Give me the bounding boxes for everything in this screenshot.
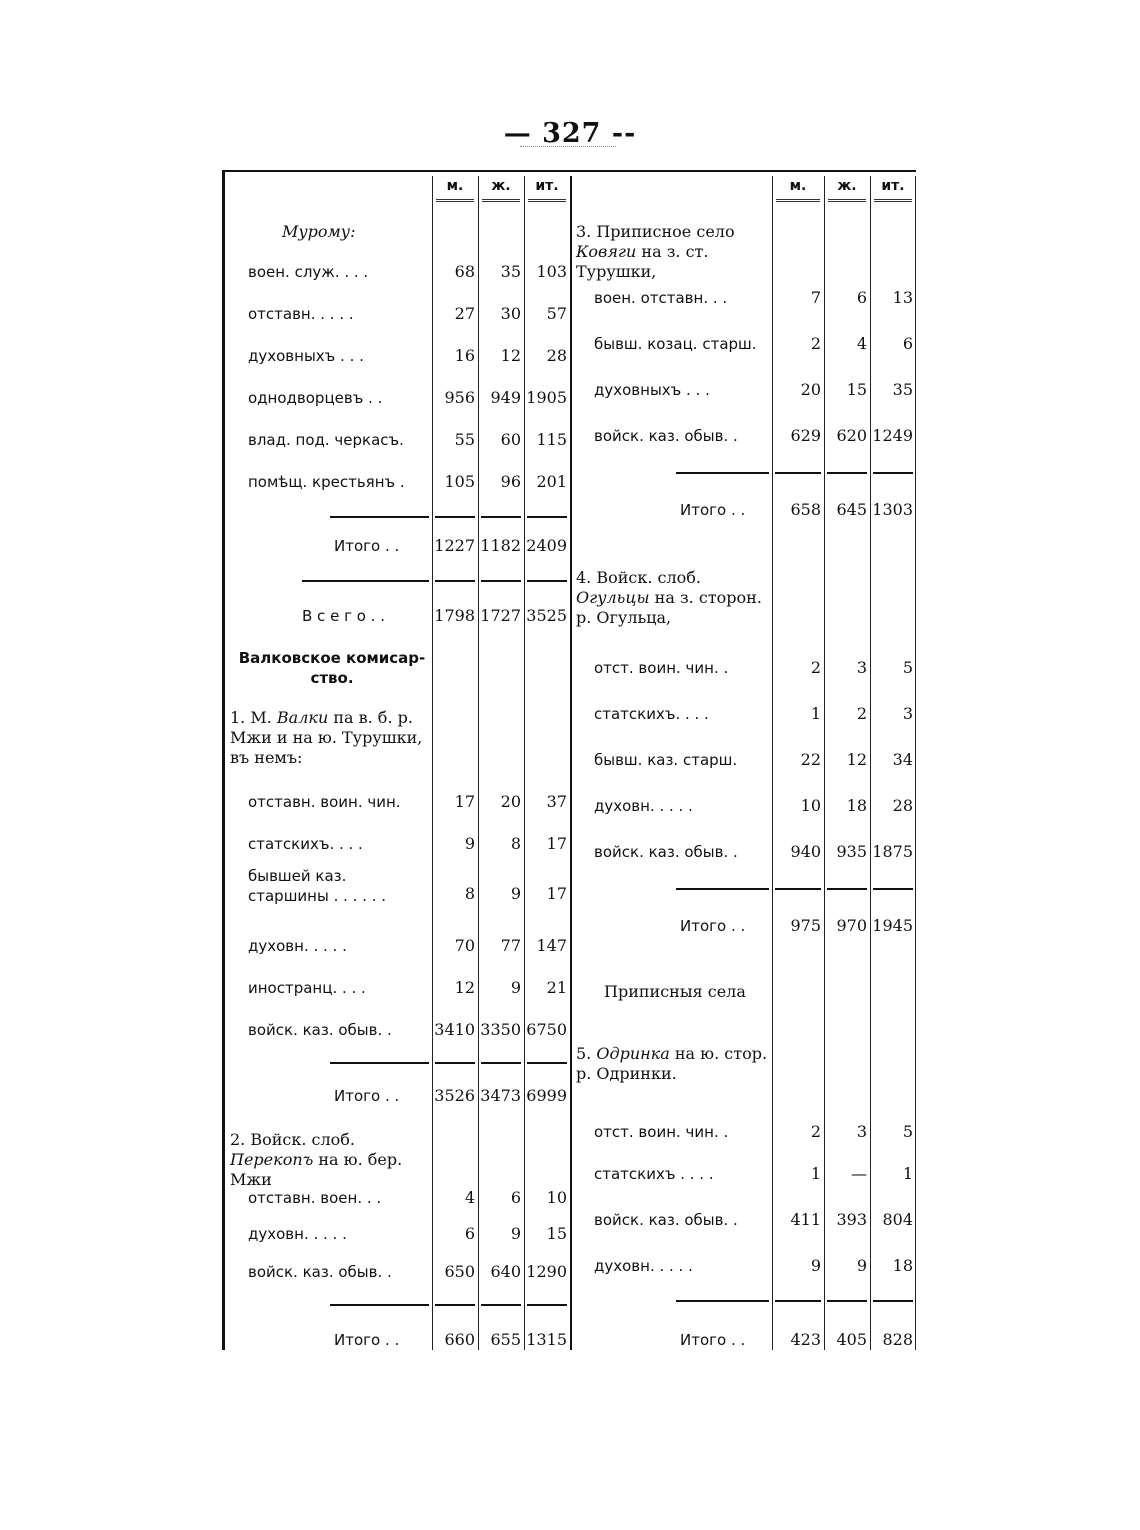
total-value-it: 1315 <box>526 1330 567 1349</box>
row-value-it: 103 <box>536 262 567 281</box>
sum-rule <box>481 1062 521 1064</box>
column-header-left-it: ит. <box>535 178 559 194</box>
row-value-it: 5 <box>902 658 913 677</box>
settlement-title: 3. Приписное село Ковяги на з. ст. Турушки, <box>576 222 735 281</box>
row-value-zh: 3 <box>856 1122 867 1141</box>
row-label: влад. под. черкасъ. <box>248 431 404 449</box>
row-value-m: 16 <box>454 346 475 365</box>
row-value-it: 201 <box>536 472 567 491</box>
row-value-m: 956 <box>444 388 475 407</box>
row-value-m: 940 <box>790 842 821 861</box>
row-value-zh: 9 <box>510 978 521 997</box>
row-value-it: 18 <box>892 1256 913 1275</box>
total-value-m: 975 <box>790 916 821 935</box>
row-label: отст. воин. чин. . <box>594 1123 729 1141</box>
row-label: помѣщ. крестьянъ . <box>248 473 405 491</box>
sum-rule <box>481 1304 521 1306</box>
row-value-zh: 20 <box>500 792 521 811</box>
total-label: Итого . . <box>680 1331 746 1349</box>
row-label: отставн. воен. . . <box>248 1189 382 1207</box>
row-value-zh: 12 <box>846 750 867 769</box>
column-header-rule <box>482 199 520 202</box>
column-header-right-it: ит. <box>881 178 905 194</box>
sum-rule <box>827 1300 867 1302</box>
subheading-pripisnye-sela: Приписныя села <box>604 982 746 1001</box>
sum-rule <box>676 888 769 890</box>
total-value-zh: 645 <box>836 500 867 519</box>
total-label: Итого . . <box>680 501 746 519</box>
row-value-zh: 77 <box>500 936 521 955</box>
row-value-it: 13 <box>892 288 913 307</box>
sum-rule <box>527 580 567 582</box>
row-label: статскихъ. . . . <box>248 835 363 853</box>
row-label: бывш. козац. старш. <box>594 335 757 353</box>
row-value-it: 28 <box>546 346 567 365</box>
column-header-right-m: м. <box>789 178 807 194</box>
sum-rule <box>676 1300 769 1302</box>
row-value-m: 3410 <box>434 1020 475 1039</box>
row-value-m: 12 <box>454 978 475 997</box>
row-label: духовныхъ . . . <box>248 347 364 365</box>
settlement-title: 4. Войск. слоб. Огульцы на з. сторон. р. Огульца, <box>576 568 762 627</box>
row-value-it: 28 <box>892 796 913 815</box>
row-value-it: 35 <box>892 380 913 399</box>
column-header-left-zh: ж. <box>491 178 511 194</box>
col-separator-right-edge <box>915 176 916 1350</box>
table-left-border <box>222 170 225 1350</box>
row-value-it: 1905 <box>526 388 567 407</box>
sum-rule <box>775 1300 821 1302</box>
total-value-m: 1798 <box>434 606 475 625</box>
row-value-zh: 9 <box>510 1224 521 1243</box>
row-label: войск. каз. обыв. . <box>248 1263 392 1281</box>
row-label: духовн. . . . . <box>594 1257 693 1275</box>
row-value-zh: 18 <box>846 796 867 815</box>
row-value-it: 57 <box>546 304 567 323</box>
row-value-it: 17 <box>546 884 567 903</box>
row-value-m: 22 <box>800 750 821 769</box>
row-value-it: 15 <box>546 1224 567 1243</box>
column-header-rule <box>776 199 820 202</box>
row-value-m: 7 <box>810 288 821 307</box>
sum-rule <box>330 1062 429 1064</box>
row-value-zh: 30 <box>500 304 521 323</box>
row-label: войск. каз. обыв. . <box>248 1021 392 1039</box>
row-value-it: 3 <box>902 704 913 723</box>
row-value-m: 8 <box>464 884 475 903</box>
section-heading-muromu: Мурому: <box>282 222 356 241</box>
page-number-underline <box>520 146 616 147</box>
row-value-zh: 4 <box>856 334 867 353</box>
row-label: духовн. . . . . <box>248 1225 347 1243</box>
column-header-rule <box>874 199 912 202</box>
total-label: Итого . . <box>680 917 746 935</box>
table-top-border <box>222 170 916 172</box>
row-label: духовныхъ . . . <box>594 381 710 399</box>
total-value-it: 2409 <box>526 536 567 555</box>
sum-rule <box>873 888 913 890</box>
sum-rule <box>775 888 821 890</box>
sum-rule <box>330 1304 429 1306</box>
row-label: отставн. . . . . <box>248 305 354 323</box>
total-value-m: 658 <box>790 500 821 519</box>
row-value-zh: 620 <box>836 426 867 445</box>
total-value-zh: 1727 <box>480 606 521 625</box>
total-value-it: 1303 <box>872 500 913 519</box>
section-title-valkovskoe: Валковское комисар- ство. <box>238 649 426 687</box>
row-value-zh: 935 <box>836 842 867 861</box>
row-label: отст. воин. чин. . <box>594 659 729 677</box>
row-value-m: 411 <box>790 1210 821 1229</box>
total-label: Итого . . <box>334 537 400 555</box>
row-label: отставн. воин. чин. <box>248 793 401 811</box>
row-label: воен. отставн. . . <box>594 289 728 307</box>
row-label: иностранц. . . . <box>248 979 366 997</box>
page-number: — 327 -- <box>503 118 637 149</box>
row-value-zh: 96 <box>500 472 521 491</box>
total-value-m: 660 <box>444 1330 475 1349</box>
column-header-rule <box>528 199 566 202</box>
row-label: однодворцевъ . . <box>248 389 383 407</box>
row-value-it: 10 <box>546 1188 567 1207</box>
column-header-left-m: м. <box>446 178 464 194</box>
column-header-rule <box>436 199 474 202</box>
row-value-zh: 949 <box>490 388 521 407</box>
total-value-zh: 655 <box>490 1330 521 1349</box>
row-value-m: 17 <box>454 792 475 811</box>
row-value-it: 115 <box>536 430 567 449</box>
sum-rule <box>435 580 475 582</box>
sum-rule <box>330 516 429 518</box>
sum-rule <box>481 580 521 582</box>
sum-rule <box>873 472 913 474</box>
column-header-right-zh: ж. <box>837 178 857 194</box>
total-value-zh: 970 <box>836 916 867 935</box>
settlement-title: 5. Одринка на ю. стор. р. Одринки. <box>576 1044 768 1083</box>
sum-rule <box>827 472 867 474</box>
sum-rule <box>302 580 429 582</box>
col-separator-mid <box>570 176 572 1350</box>
sum-rule <box>435 1062 475 1064</box>
row-value-zh: 9 <box>510 884 521 903</box>
row-label: статскихъ . . . . <box>594 1165 714 1183</box>
column-header-rule <box>828 199 866 202</box>
row-value-it: 6750 <box>526 1020 567 1039</box>
row-value-zh: 640 <box>490 1262 521 1281</box>
row-value-it: 804 <box>882 1210 913 1229</box>
row-value-m: 9 <box>810 1256 821 1275</box>
row-label: войск. каз. обыв. . <box>594 427 738 445</box>
total-value-m: 423 <box>790 1330 821 1349</box>
row-value-m: 4 <box>464 1188 475 1207</box>
row-value-m: 68 <box>454 262 475 281</box>
row-value-it: 1875 <box>872 842 913 861</box>
row-value-m: 9 <box>464 834 475 853</box>
row-value-m: 2 <box>810 1122 821 1141</box>
total-value-zh: 3473 <box>480 1086 521 1105</box>
row-value-it: 34 <box>892 750 913 769</box>
row-value-it: 17 <box>546 834 567 853</box>
sum-rule <box>527 1062 567 1064</box>
row-value-zh: — <box>851 1164 867 1183</box>
settlement-title: 2. Войск. слоб. Перекопъ на ю. бер. Мжи <box>230 1130 403 1189</box>
row-value-zh: 12 <box>500 346 521 365</box>
row-value-m: 70 <box>454 936 475 955</box>
row-value-it: 147 <box>536 936 567 955</box>
sum-rule <box>775 472 821 474</box>
total-label: Итого . . <box>334 1087 400 1105</box>
row-value-it: 1 <box>902 1164 913 1183</box>
row-label: бывшей каз. старшины . . . . . . <box>248 867 387 905</box>
total-value-zh: 405 <box>836 1330 867 1349</box>
row-value-m: 2 <box>810 334 821 353</box>
row-value-m: 1 <box>810 704 821 723</box>
row-value-zh: 393 <box>836 1210 867 1229</box>
row-value-it: 1249 <box>872 426 913 445</box>
population-table <box>222 170 916 1350</box>
total-label: Итого . . <box>334 1331 400 1349</box>
total-value-it: 6999 <box>526 1086 567 1105</box>
row-value-zh: 8 <box>510 834 521 853</box>
row-value-m: 1 <box>810 1164 821 1183</box>
row-label: духовн. . . . . <box>248 937 347 955</box>
total-value-m: 1227 <box>434 536 475 555</box>
row-value-m: 6 <box>464 1224 475 1243</box>
row-value-it: 21 <box>546 978 567 997</box>
row-value-m: 2 <box>810 658 821 677</box>
row-value-it: 1290 <box>526 1262 567 1281</box>
sum-rule <box>435 1304 475 1306</box>
row-value-zh: 9 <box>856 1256 867 1275</box>
row-value-m: 55 <box>454 430 475 449</box>
sum-rule <box>481 516 521 518</box>
row-value-zh: 60 <box>500 430 521 449</box>
sum-rule <box>435 516 475 518</box>
total-value-it: 828 <box>882 1330 913 1349</box>
row-value-zh: 15 <box>846 380 867 399</box>
row-label: воен. служ. . . . <box>248 263 369 281</box>
row-value-it: 6 <box>902 334 913 353</box>
row-label: статскихъ. . . . <box>594 705 709 723</box>
row-value-m: 105 <box>444 472 475 491</box>
total-value-zh: 1182 <box>480 536 521 555</box>
sum-rule <box>527 516 567 518</box>
row-value-m: 27 <box>454 304 475 323</box>
row-label: войск. каз. обыв. . <box>594 843 738 861</box>
row-label: бывш. каз. старш. <box>594 751 738 769</box>
total-value-it: 3525 <box>526 606 567 625</box>
sum-rule <box>527 1304 567 1306</box>
settlement-title: 1. М. Валки па в. б. р. Мжи и на ю. Турушки, въ немъ: <box>230 708 423 767</box>
row-value-m: 10 <box>800 796 821 815</box>
total-value-m: 3526 <box>434 1086 475 1105</box>
row-value-zh: 3 <box>856 658 867 677</box>
row-value-zh: 3350 <box>480 1020 521 1039</box>
row-value-m: 20 <box>800 380 821 399</box>
row-value-zh: 35 <box>500 262 521 281</box>
row-label: войск. каз. обыв. . <box>594 1211 738 1229</box>
row-label: духовн. . . . . <box>594 797 693 815</box>
total-value-it: 1945 <box>872 916 913 935</box>
sum-rule <box>827 888 867 890</box>
row-value-zh: 6 <box>856 288 867 307</box>
row-value-m: 629 <box>790 426 821 445</box>
row-value-zh: 2 <box>856 704 867 723</box>
total-label: В с е г о . . <box>302 607 385 625</box>
sum-rule <box>873 1300 913 1302</box>
row-value-m: 650 <box>444 1262 475 1281</box>
row-value-it: 37 <box>546 792 567 811</box>
row-value-it: 5 <box>902 1122 913 1141</box>
sum-rule <box>676 472 769 474</box>
row-value-zh: 6 <box>510 1188 521 1207</box>
